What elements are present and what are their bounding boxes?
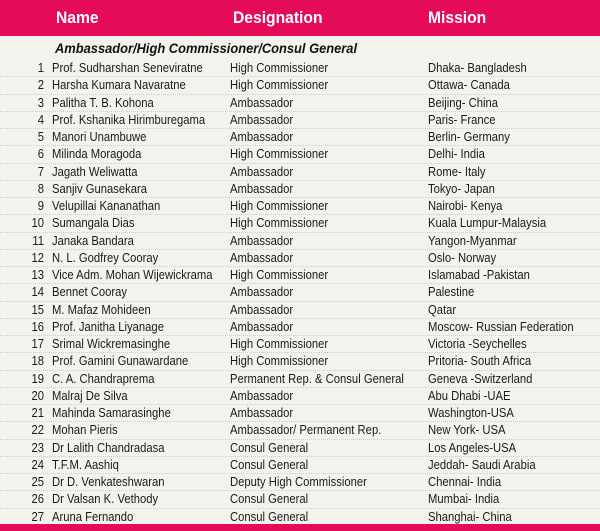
row-name: Manori Unambuwe bbox=[52, 130, 147, 144]
row-mission: Ottawa- Canada bbox=[428, 78, 510, 93]
row-number: 19 bbox=[31, 371, 44, 386]
row-number: 8 bbox=[37, 181, 44, 196]
row-designation: Ambassador bbox=[230, 164, 294, 179]
row-designation: Consul General bbox=[230, 492, 309, 507]
table-row bbox=[0, 129, 600, 146]
table-row bbox=[0, 405, 600, 422]
row-mission: Qatar bbox=[428, 302, 457, 317]
row-number: 14 bbox=[31, 285, 44, 300]
row-mission: Jeddah- Saudi Arabia bbox=[428, 457, 536, 472]
row-name: Jagath Weliwatta bbox=[52, 164, 138, 179]
row-designation: Consul General bbox=[230, 509, 309, 524]
row-designation: Ambassador bbox=[230, 112, 294, 127]
row-designation: High Commissioner bbox=[230, 268, 329, 282]
row-number: 15 bbox=[31, 302, 44, 317]
table-row bbox=[0, 336, 600, 353]
table-row bbox=[0, 233, 600, 250]
row-mission: Los Angeles-USA bbox=[428, 440, 517, 455]
table-row bbox=[0, 284, 600, 301]
row-number: 1 bbox=[37, 61, 44, 75]
row-number: 10 bbox=[31, 216, 44, 231]
table-row bbox=[0, 181, 600, 198]
row-mission: Chennai- India bbox=[428, 475, 502, 489]
table-row bbox=[0, 422, 600, 439]
table-row bbox=[0, 457, 600, 474]
row-number: 5 bbox=[37, 130, 44, 144]
row-number: 2 bbox=[37, 78, 44, 93]
row-designation: High Commissioner bbox=[230, 216, 329, 231]
row-designation: Consul General bbox=[230, 440, 309, 455]
row-number: 9 bbox=[37, 199, 44, 213]
header-name: Name bbox=[56, 8, 99, 27]
row-designation: Permanent Rep. & Consul General bbox=[230, 371, 404, 386]
row-mission: Pritoria- South Africa bbox=[428, 354, 532, 369]
row-number: 12 bbox=[31, 250, 44, 265]
row-name: Prof. Janitha Liyanage bbox=[52, 319, 164, 334]
row-name: Dr Valsan K. Vethody bbox=[52, 492, 159, 507]
table-body bbox=[0, 60, 600, 526]
row-name: Bennet Cooray bbox=[52, 285, 128, 300]
row-designation: Ambassador bbox=[230, 95, 294, 110]
row-designation: High Commissioner bbox=[230, 354, 329, 369]
table-row bbox=[0, 371, 600, 388]
row-designation: Ambassador bbox=[230, 130, 294, 144]
row-designation: Deputy High Commissioner bbox=[230, 475, 367, 489]
table-header bbox=[0, 0, 600, 36]
table-row bbox=[0, 77, 600, 94]
row-designation: Consul General bbox=[230, 457, 309, 472]
row-designation: High Commissioner bbox=[230, 337, 329, 351]
row-designation: High Commissioner bbox=[230, 147, 329, 162]
row-number: 17 bbox=[31, 337, 44, 351]
row-mission: Moscow- Russian Federation bbox=[428, 319, 574, 334]
row-designation: Ambassador bbox=[230, 285, 294, 300]
row-designation: Ambassador bbox=[230, 181, 294, 196]
section-title: Ambassador/High Commissioner/Consul General bbox=[55, 40, 358, 56]
table-row bbox=[0, 164, 600, 181]
row-number: 6 bbox=[37, 147, 44, 162]
table-row bbox=[0, 146, 600, 163]
row-mission: Shanghai- China bbox=[428, 509, 512, 524]
row-name: Mohan Pieris bbox=[52, 423, 118, 438]
table-row bbox=[0, 267, 600, 284]
row-mission: Palestine bbox=[428, 285, 475, 300]
row-designation: Ambassador bbox=[230, 250, 294, 265]
row-name: Prof. Gamini Gunawardane bbox=[52, 354, 189, 369]
row-number: 13 bbox=[31, 268, 44, 282]
row-name: Srimal Wickremasinghe bbox=[52, 337, 171, 351]
row-name: Dr Lalith Chandradasa bbox=[52, 440, 165, 455]
table-row bbox=[0, 491, 600, 508]
row-mission: Rome- Italy bbox=[428, 164, 486, 179]
row-designation: Ambassador/ Permanent Rep. bbox=[230, 423, 382, 438]
row-mission: Kuala Lumpur-Malaysia bbox=[428, 216, 547, 231]
row-name: Sanjiv Gunasekara bbox=[52, 181, 148, 196]
table-row bbox=[0, 319, 600, 336]
header-designation: Designation bbox=[233, 8, 323, 27]
row-mission: Nairobi- Kenya bbox=[428, 199, 503, 213]
row-designation: High Commissioner bbox=[230, 199, 329, 213]
row-mission: New York- USA bbox=[428, 423, 506, 438]
row-name: Harsha Kumara Navaratne bbox=[52, 78, 186, 93]
row-mission: Paris- France bbox=[428, 112, 496, 127]
row-mission: Victoria -Seychelles bbox=[428, 337, 527, 351]
row-name: Dr D. Venkateshwaran bbox=[52, 475, 165, 489]
row-mission: Yangon-Myanmar bbox=[428, 233, 517, 248]
row-designation: Ambassador bbox=[230, 302, 294, 317]
row-designation: Ambassador bbox=[230, 388, 294, 403]
table-row bbox=[0, 302, 600, 319]
row-number: 22 bbox=[31, 423, 44, 438]
row-number: 16 bbox=[31, 319, 44, 334]
table-row bbox=[0, 215, 600, 232]
row-mission: Beijing- China bbox=[428, 95, 499, 110]
row-designation: Ambassador bbox=[230, 406, 294, 420]
row-mission: Washington-USA bbox=[428, 406, 514, 420]
row-designation: Ambassador bbox=[230, 319, 294, 334]
table-row bbox=[0, 440, 600, 457]
row-mission: Oslo- Norway bbox=[428, 250, 497, 265]
row-number: 11 bbox=[32, 233, 44, 248]
row-number: 24 bbox=[31, 457, 44, 472]
row-name: Vice Adm. Mohan Wijewickrama bbox=[52, 268, 213, 282]
row-number: 21 bbox=[31, 406, 44, 420]
row-number: 7 bbox=[37, 164, 44, 179]
row-number: 25 bbox=[31, 475, 44, 489]
row-mission: Tokyo- Japan bbox=[428, 181, 495, 196]
row-number: 18 bbox=[31, 354, 44, 369]
row-name: M. Mafaz Mohideen bbox=[52, 302, 151, 317]
row-designation: Ambassador bbox=[230, 233, 294, 248]
row-name: Milinda Moragoda bbox=[52, 147, 142, 162]
row-designation: High Commissioner bbox=[230, 61, 329, 75]
row-name: Aruna Fernando bbox=[52, 509, 134, 524]
row-mission: Berlin- Germany bbox=[428, 130, 510, 144]
table-row bbox=[0, 388, 600, 405]
row-name: Janaka Bandara bbox=[52, 233, 134, 248]
table-row bbox=[0, 198, 600, 215]
row-number: 20 bbox=[31, 388, 44, 403]
row-mission: Delhi- India bbox=[428, 147, 485, 162]
row-mission: Dhaka- Bangladesh bbox=[428, 61, 527, 75]
row-number: 27 bbox=[31, 509, 44, 524]
row-name: Prof. Sudharshan Seneviratne bbox=[52, 61, 203, 75]
row-name: N. L. Godfrey Cooray bbox=[52, 250, 159, 265]
row-number: 26 bbox=[31, 492, 44, 507]
table-row bbox=[0, 60, 600, 77]
row-name: Prof. Kshanika Hirimburegama bbox=[52, 112, 206, 127]
row-name: Malraj De Silva bbox=[52, 388, 128, 403]
header-mission: Mission bbox=[428, 8, 487, 27]
table-row bbox=[0, 353, 600, 370]
row-mission: Islamabad -Pakistan bbox=[428, 268, 530, 282]
row-number: 4 bbox=[37, 112, 44, 127]
row-name: T.F.M. Aashiq bbox=[52, 457, 119, 472]
footer-bar bbox=[0, 524, 600, 531]
row-designation: High Commissioner bbox=[230, 78, 329, 93]
row-number: 3 bbox=[37, 95, 44, 110]
row-name: Palitha T. B. Kohona bbox=[52, 95, 154, 110]
row-name: Mahinda Samarasinghe bbox=[52, 406, 171, 420]
row-mission: Mumbai- India bbox=[428, 492, 500, 507]
row-name: C. A. Chandraprema bbox=[52, 371, 155, 386]
table-row bbox=[0, 112, 600, 129]
table-row bbox=[0, 250, 600, 267]
row-name: Velupillai Kananathan bbox=[52, 199, 161, 213]
row-name: Sumangala Dias bbox=[52, 216, 135, 231]
row-mission: Geneva -Switzerland bbox=[428, 371, 533, 386]
row-number: 23 bbox=[31, 440, 44, 455]
table-row bbox=[0, 95, 600, 112]
row-mission: Abu Dhabi -UAE bbox=[428, 388, 511, 403]
table-row bbox=[0, 474, 600, 491]
